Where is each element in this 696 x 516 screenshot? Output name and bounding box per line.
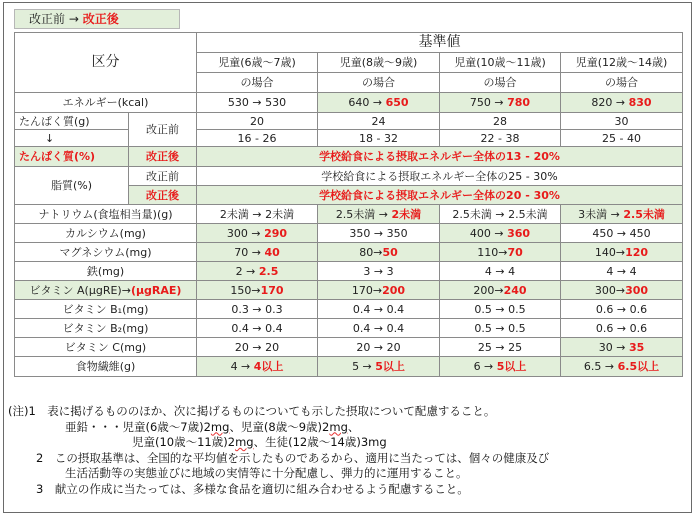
note-1-zinc: 亜鉛・・・児童(6歳〜7歳)2mg、児童(8歳〜9歳)2mg、 bbox=[65, 419, 360, 434]
value-cell: 28 bbox=[440, 113, 561, 130]
row-label: ビタミン A(μgRE)→(μgRAE) bbox=[15, 281, 197, 300]
value-cell: 学校給食による摂取エネルギー全体の13 - 20% bbox=[197, 147, 683, 167]
value-cell: 30 → 35 bbox=[561, 338, 683, 357]
after-label: 改正後 bbox=[129, 186, 197, 205]
value-cell: 5 → 5以上 bbox=[318, 357, 440, 377]
row-vitamin-a bbox=[15, 281, 683, 300]
value-cell: 2未満 → 2未満 bbox=[197, 205, 318, 224]
nutrition-standards-table bbox=[14, 32, 683, 377]
row-label: 食物繊維(g) bbox=[15, 357, 197, 377]
value-cell: 学校給食による摂取エネルギー全体の25 - 30% bbox=[197, 167, 683, 186]
value-cell: 20 bbox=[197, 113, 318, 130]
value-cell: 450 → 450 bbox=[561, 224, 683, 243]
row-label: マグネシウム(mg) bbox=[15, 243, 197, 262]
value-cell: 20 → 20 bbox=[197, 338, 318, 357]
value-cell: 25 → 25 bbox=[440, 338, 561, 357]
value-cell: 0.5 → 0.5 bbox=[440, 300, 561, 319]
note-3: 3 献立の作成に当たっては、多様な食品を適切に組み合わせるよう配慮すること。 bbox=[36, 481, 469, 496]
value-cell: 70 → 40 bbox=[197, 243, 318, 262]
row-calcium bbox=[15, 224, 683, 243]
value-cell: 0.3 → 0.3 bbox=[197, 300, 318, 319]
value-cell: 640 → 650 bbox=[318, 93, 440, 113]
row-iron bbox=[15, 262, 683, 281]
header-kijunchi: 基準値 bbox=[197, 33, 683, 53]
value-cell: 学校給食による摂取エネルギー全体の20 - 30% bbox=[197, 186, 683, 205]
row-vitamin-c bbox=[15, 338, 683, 357]
value-cell: 3 → 3 bbox=[318, 262, 440, 281]
value-cell: 2 → 2.5 bbox=[197, 262, 318, 281]
row-label: たんぱく質(%) bbox=[15, 147, 129, 167]
age-group-2: 児童(8歳〜9歳) bbox=[318, 53, 440, 73]
value-cell: 0.4 → 0.4 bbox=[197, 319, 318, 338]
value-cell: 22 - 38 bbox=[440, 130, 561, 147]
footnotes bbox=[8, 404, 692, 497]
value-cell: 350 → 350 bbox=[318, 224, 440, 243]
value-cell: 0.6 → 0.6 bbox=[561, 300, 683, 319]
row-label: たんぱく質(g) bbox=[15, 113, 129, 130]
down-arrow: ↓ bbox=[15, 130, 129, 147]
value-cell: 4 → 4以上 bbox=[197, 357, 318, 377]
value-cell: 25 - 40 bbox=[561, 130, 683, 147]
value-cell: 6.5 → 6.5以上 bbox=[561, 357, 683, 377]
row-label: ビタミン B₁(mg) bbox=[15, 300, 197, 319]
value-cell: 4 → 4 bbox=[440, 262, 561, 281]
age-group-2-suffix: の場合 bbox=[318, 73, 440, 93]
age-group-3: 児童(10歳〜11歳) bbox=[440, 53, 561, 73]
row-label: ビタミン C(mg) bbox=[15, 338, 197, 357]
value-cell: 400 → 360 bbox=[440, 224, 561, 243]
row-label: ナトリウム(食塩相当量)(g) bbox=[15, 205, 197, 224]
age-group-4: 児童(12歳〜14歳) bbox=[561, 53, 683, 73]
value-cell: 200→240 bbox=[440, 281, 561, 300]
legend-label bbox=[14, 9, 180, 29]
note-2: 2 この摂取基準は、全国的な平均値を示したものであるから、適用に当たっては、個々の健康及び bbox=[36, 450, 550, 465]
value-cell: 0.5 → 0.5 bbox=[440, 319, 561, 338]
row-sodium bbox=[15, 205, 683, 224]
after-label: 改正後 bbox=[129, 147, 197, 167]
note-2-cont: 生活活動等の実態並びに地域の実情等に十分配慮し、弾力的に運用すること。 bbox=[65, 466, 468, 480]
row-protein-new bbox=[15, 147, 683, 167]
legend-before: 改正前 bbox=[29, 12, 66, 26]
row-protein bbox=[15, 113, 683, 130]
value-cell: 140→120 bbox=[561, 243, 683, 262]
row-energy bbox=[15, 93, 683, 113]
value-cell: 24 bbox=[318, 113, 440, 130]
value-cell: 2.5未満 → 2未満 bbox=[318, 205, 440, 224]
header-kubun: 区分 bbox=[15, 33, 197, 93]
before-label: 改正前 bbox=[129, 167, 197, 186]
value-cell: 300 → 290 bbox=[197, 224, 318, 243]
value-cell: 110→70 bbox=[440, 243, 561, 262]
note-1: (注)1 表に掲げるもののほか、次に掲げるものについても示した摂取について配慮すること。 bbox=[8, 404, 496, 418]
value-cell: 820 → 830 bbox=[561, 93, 683, 113]
value-cell: 0.6 → 0.6 bbox=[561, 319, 683, 338]
value-cell: 80→50 bbox=[318, 243, 440, 262]
age-group-4-suffix: の場合 bbox=[561, 73, 683, 93]
value-cell: 3未満 → 2.5未満 bbox=[561, 205, 683, 224]
row-magnesium bbox=[15, 243, 683, 262]
before-label: 改正前 bbox=[129, 113, 197, 147]
value-cell: 4 → 4 bbox=[561, 262, 683, 281]
value-cell: 0.4 → 0.4 bbox=[318, 319, 440, 338]
row-label: エネルギー(kcal) bbox=[15, 93, 197, 113]
value-cell: 20 → 20 bbox=[318, 338, 440, 357]
value-cell: 150→170 bbox=[197, 281, 318, 300]
value-cell: 2.5未満 → 2.5未満 bbox=[440, 205, 561, 224]
note-1-zinc-cont: 児童(10歳〜11歳)2mg、生徒(12歳〜14歳)3mg bbox=[132, 435, 387, 449]
row-label: 脂質(%) bbox=[15, 167, 129, 205]
age-group-1: 児童(6歳〜7歳) bbox=[197, 53, 318, 73]
row-fat bbox=[15, 167, 683, 186]
value-cell: 300→300 bbox=[561, 281, 683, 300]
value-cell: 530 → 530 bbox=[197, 93, 318, 113]
value-cell: 0.4 → 0.4 bbox=[318, 300, 440, 319]
legend-after: 改正後 bbox=[82, 12, 119, 26]
row-label: カルシウム(mg) bbox=[15, 224, 197, 243]
value-cell: 6 → 5以上 bbox=[440, 357, 561, 377]
value-cell: 30 bbox=[561, 113, 683, 130]
legend-arrow: → bbox=[68, 12, 79, 26]
row-fiber bbox=[15, 357, 683, 377]
value-cell: 18 - 32 bbox=[318, 130, 440, 147]
row-vitamin-b2 bbox=[15, 319, 683, 338]
age-group-3-suffix: の場合 bbox=[440, 73, 561, 93]
value-cell: 170→200 bbox=[318, 281, 440, 300]
value-cell: 16 - 26 bbox=[197, 130, 318, 147]
row-label: ビタミン B₂(mg) bbox=[15, 319, 197, 338]
row-vitamin-b1 bbox=[15, 300, 683, 319]
row-label: 鉄(mg) bbox=[15, 262, 197, 281]
age-group-1-suffix: の場合 bbox=[197, 73, 318, 93]
value-cell: 750 → 780 bbox=[440, 93, 561, 113]
